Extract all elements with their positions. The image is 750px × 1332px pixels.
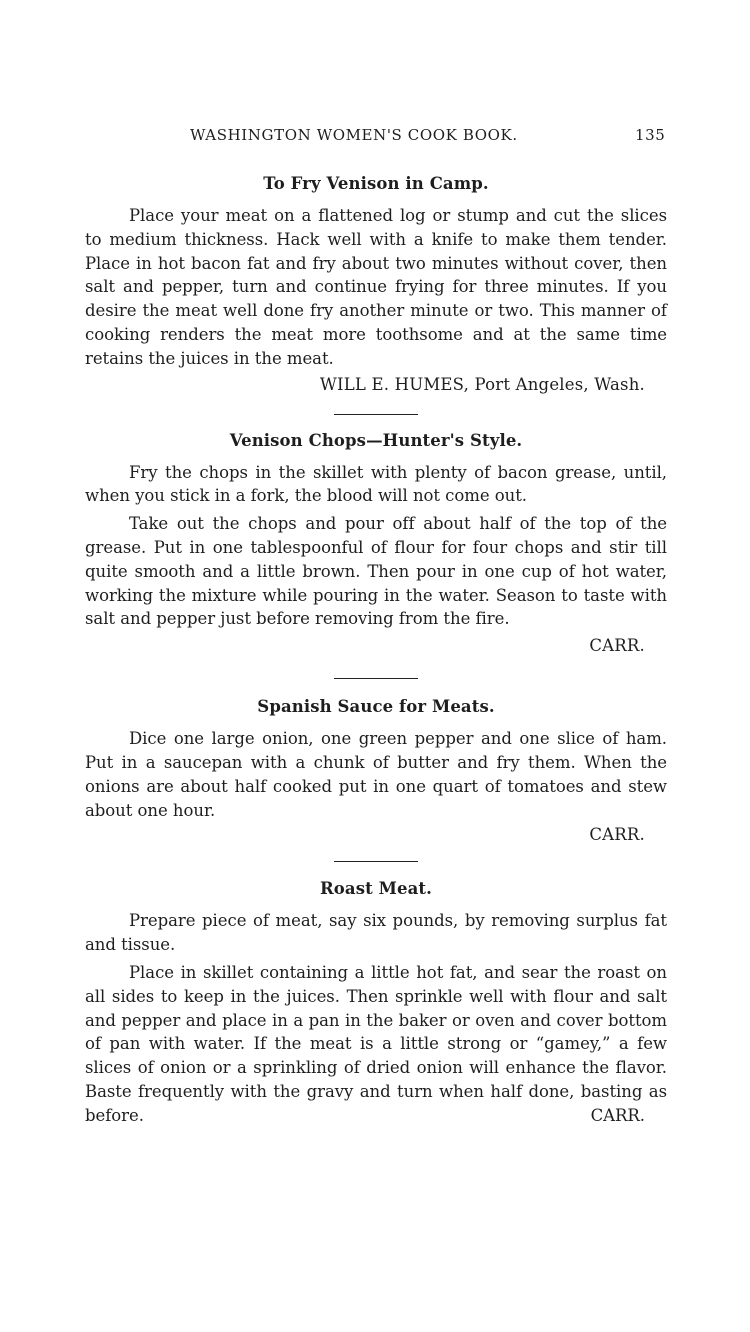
recipe-title: Venison Chops—Hunter's Style. [229,430,523,450]
running-head [0,126,750,150]
recipe-title: To Fry Venison in Camp. [263,174,489,193]
recipe-spanish-sauce [85,695,667,847]
recipe-title: Spanish Sauce for Meats. [257,697,495,717]
recipe-title: Roast Meat. [320,879,432,899]
recipe-signature: CARR. [590,1105,645,1125]
recipe-paragraph-text: Place in skillet containing a little hot fat, and sear the roast on all sides to keep in the juices. Then sprinkle well with flour and salt and pepper and place in a pan in the baker or oven and cover bottom of pan with water. If the meat is a little strong or “gamey,” a few slices of onion or a sprinkling of dried onion will enhance the flavor. Baste frequently with the gravy and turn when half done, basting as before. [85,962,667,1125]
recipe-paragraph: Fry the chops in the skillet with plenty of bacon grease, until, when you stick in a fork, the blood will not come out. [85,462,667,506]
running-title: WASHINGTON WOMEN'S COOK BOOK. [190,126,518,144]
recipe-paragraph: Take out the chops and pour off about half of the top of the grease. Put in one tablespoonful of flour for four chops and stir till quite smooth and a little brown. Then pour in one cup of hot water, working the mixture while pouring in the water. Season to taste with salt and pepper just before removing from the fire. [85,514,667,629]
section-divider [334,861,418,862]
recipe-signature: CARR. [589,825,645,845]
recipe-paragraph: Prepare piece of meat, say six pounds, by removing surplus fat and tissue. [85,911,667,955]
recipe-signature: CARR. [589,636,645,656]
section-divider [334,414,418,415]
recipe-paragraph: Place your meat on a flattened log or stump and cut the slices to medium thickness. Hack well with a knife to make them tender. Place in hot bacon fat and fry about two minutes without cover, then salt and pepper, turn and continue frying for three minutes. If you desire the meat well done fry another minute or two. This manner of cooking renders the meat more toothsome and at the same time retains the juices in the meat. [85,206,667,368]
page-number: 135 [635,126,666,144]
recipe-fry-venison [85,172,667,397]
recipe-signature: WILL E. HUMES, Port Angeles, Wash. [319,374,645,394]
text-column [85,172,667,1128]
recipe-venison-chops [85,429,667,659]
recipe-roast-meat [85,877,667,1127]
section-divider [334,678,418,679]
recipe-paragraph: Dice one large onion, one green pepper and one slice of ham. Put in a saucepan with a chunk of butter and fry them. When the onions are about half cooked put in one quart of tomatoes and stew about one hour. [85,729,667,820]
recipe-paragraph [85,961,667,1128]
